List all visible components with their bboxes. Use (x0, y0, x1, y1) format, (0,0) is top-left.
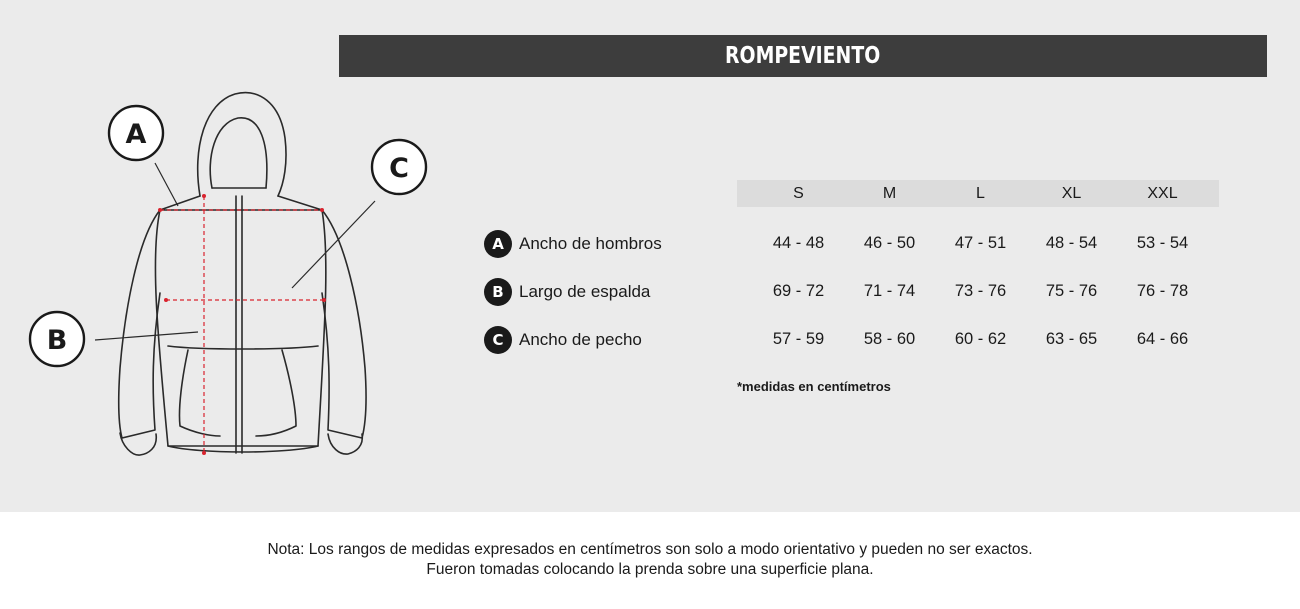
note-line-1: Nota: Los rangos de medidas expresados en centímetros son solo a modo orientativo y pueden no ser exactos. (267, 541, 1033, 558)
table-cell: 71 - 74 (863, 282, 916, 300)
page-title: ROMPEVIENTO (725, 43, 881, 69)
callout-a (109, 106, 163, 160)
table-cell: 64 - 66 (1136, 330, 1189, 348)
size-s: S (793, 185, 804, 202)
row-label-shoulder (484, 230, 662, 258)
row-label-back-length (484, 278, 650, 306)
callout-c-label: C (389, 153, 409, 184)
table-cell: 46 - 50 (863, 234, 916, 252)
note-line-2: Fueron tomadas colocando la prenda sobre una superficie plana. (426, 561, 874, 578)
size-l: L (976, 185, 985, 202)
size-xxl: XXL (1147, 185, 1178, 202)
badge-c: C (484, 326, 512, 354)
callout-c (372, 140, 426, 194)
callout-a-label: A (125, 119, 147, 150)
table-row (737, 234, 1219, 256)
row-label-chest (484, 326, 642, 354)
table-row (737, 282, 1219, 304)
table-cell: 75 - 76 (1045, 282, 1098, 300)
disclaimer-note (0, 540, 1300, 580)
badge-a: A (484, 230, 512, 258)
table-cell: 60 - 62 (954, 330, 1007, 348)
callout-b-label: B (46, 325, 68, 356)
table-cell: 47 - 51 (954, 234, 1007, 252)
row-label-text: Ancho de hombros (519, 234, 662, 253)
table-cell: 63 - 65 (1045, 330, 1098, 348)
table-row (737, 330, 1219, 352)
table-cell: 48 - 54 (1045, 234, 1098, 252)
jacket-diagram (20, 88, 470, 468)
size-header-row (737, 180, 1219, 207)
callout-lines (95, 163, 375, 340)
callout-b (30, 312, 84, 366)
row-label-text: Largo de espalda (519, 282, 651, 301)
units-footnote: *medidas en centímetros (737, 379, 891, 394)
table-cell: 58 - 60 (863, 330, 916, 348)
table-cell: 73 - 76 (954, 282, 1007, 300)
badge-b: B (484, 278, 512, 306)
title-bar (339, 35, 1267, 77)
table-cell: 44 - 48 (772, 234, 825, 252)
table-cell: 76 - 78 (1136, 282, 1189, 300)
table-cell: 57 - 59 (772, 330, 825, 348)
table-cell: 53 - 54 (1136, 234, 1189, 252)
size-xl: XL (1061, 185, 1082, 202)
size-m: M (882, 185, 897, 202)
table-cell: 69 - 72 (772, 282, 825, 300)
row-label-text: Ancho de pecho (519, 330, 642, 349)
